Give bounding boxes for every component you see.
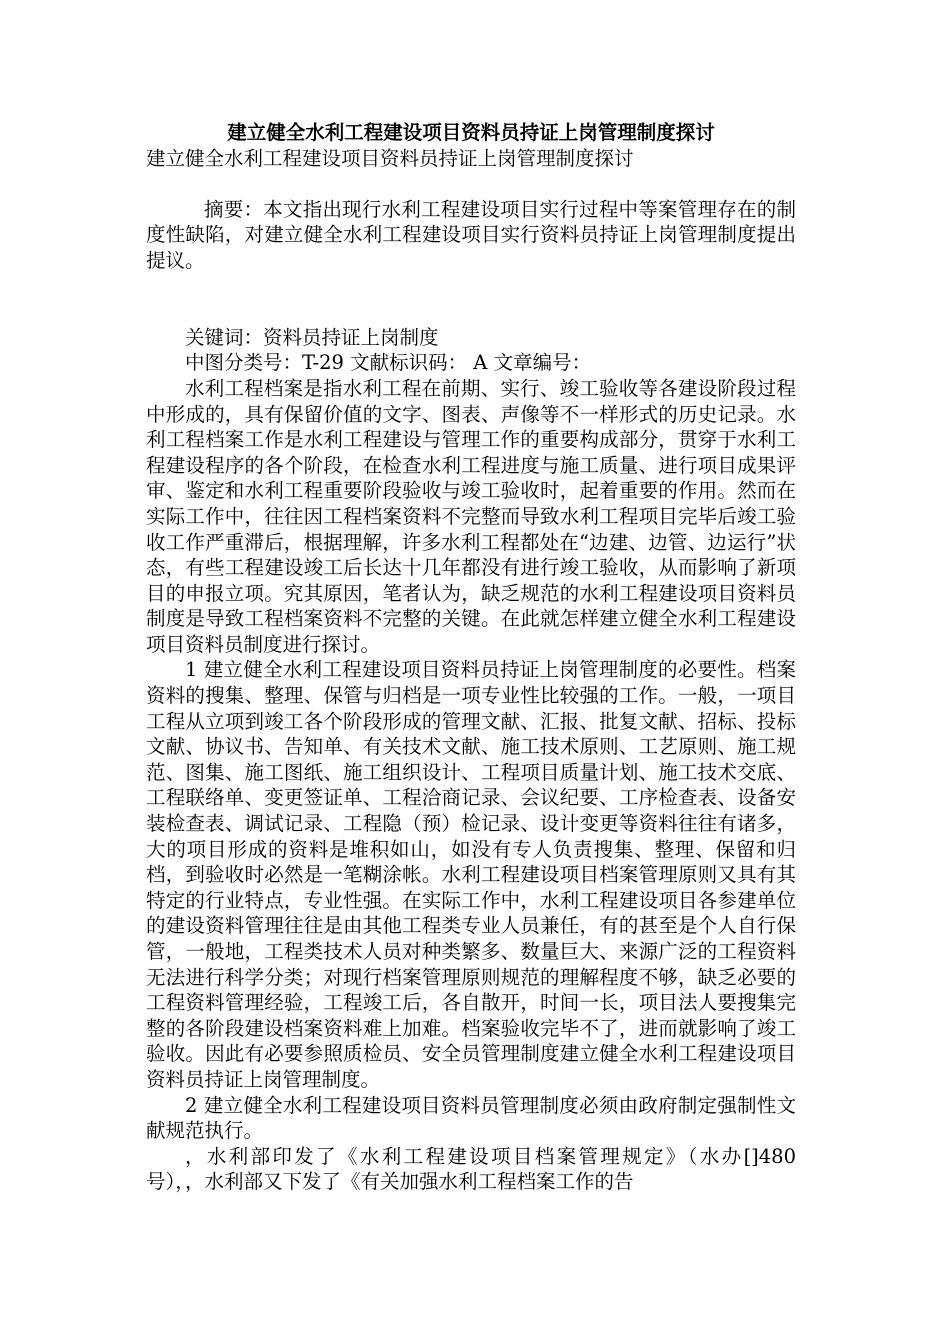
blank-line: [146, 299, 796, 325]
document-subtitle: 建立健全水利工程建设项目资料员持证上岗管理制度探讨: [146, 146, 634, 170]
abstract-paragraph: 摘要：本文指出现行水利工程建设项目实行过程中等案管理存在的制度性缺陷，对建立健全水利工程建设项目实行资料员持证上岗管理制度提出提议。: [146, 197, 796, 272]
body-paragraph-4: ，水利部印发了《水利工程建设项目档案管理规定》（水办[]480 号），，水利部又下发了《有关加强水利工程档案工作的告: [146, 1144, 796, 1194]
classification-line: 中图分类号：T-29 文献标识码： A 文章编号：: [185, 351, 592, 375]
body-paragraph-2: 1 建立健全水利工程建设项目资料员持证上岗管理制度的必要性。档案资料的搜集、整理、保管与归档是一项专业性比较强的工作。一般，一项目工程从立项到竣工各个阶段形成的管理文献、汇报、批复文献、招标、投标文献、协议书、告知单、有关技术文献、施工技术原则、工艺原则、施工规范、图集、施工图纸、施工组织设计、工程项目质量计划、施工技术交底、工程联络单、变更签证单、工程洽商记录、会议纪要、工序检查表、设备安装检查表、调试记录、工程隐（预）检记录、设计变更等资料往往有诸多，大的项目形成的资料是堆积如山，如没有专人负责搜集、整理、保留和归档，到验收时必然是一笔糊涂帐。水利工程建设项目档案管理原则又具有其特定的行业特点，专业性强。在实际工作中，水利工程建设项目各参建单位的建设资料管理往往是由其他工程类专业人员兼任，有的甚至是个人自行保管，一般地，工程类技术人员对种类繁多、数量巨大、来源广泛的工程资料无法进行科学分类；对现行档案管理原则规范的理解程度不够，缺乏必要的工程资料管理经验，工程竣工后，各自散开，时间一长，项目法人要搜集完整的各阶段建设档案资料难上加难。档案验收完毕不了，进而就影响了竣工验收。因此有必要参照质检员、安全员管理制度建立健全水利工程建设项目资料员持证上岗管理制度。: [146, 658, 796, 1091]
body-paragraph-3: 2 建立健全水利工程建设项目资料员管理制度必须由政府制定强制性文献规范执行。: [146, 1093, 796, 1143]
document-page: [146, 120, 796, 1195]
body-paragraph-1: 水利工程档案是指水利工程在前期、实行、竣工验收等各建设阶段过程中形成的，具有保留价值的文字、图表、声像等不一样形式的历史记录。水利工程档案工作是水利工程建设与管理工作的重要构成部分，贯穿于水利工程建设程序的各个阶段，在检查水利工程进度与施工质量、进行项目成果评审、鉴定和水利工程重要阶段验收与竣工验收时，起着重要的作用。然而在实际工作中，往往因工程档案资料不完整而导致水利工程项目完毕后竣工验收工作严重滞后，根据理解，许多水利工程都处在“边建、边管、边运行”状态，有些工程建设竣工后长达十几年都没有进行竣工验收，从而影响了新项目的申报立项。究其原因，笔者认为，缺乏规范的水利工程建设项目资料员制度是导致工程档案资料不完整的关键。在此就怎样建立健全水利工程建设项目资料员制度进行探讨。: [146, 376, 796, 656]
document-title: 建立健全水利工程建设项目资料员持证上岗管理制度探讨: [227, 121, 715, 144]
keywords-line: 关键词：资料员持证上岗制度: [185, 325, 439, 349]
